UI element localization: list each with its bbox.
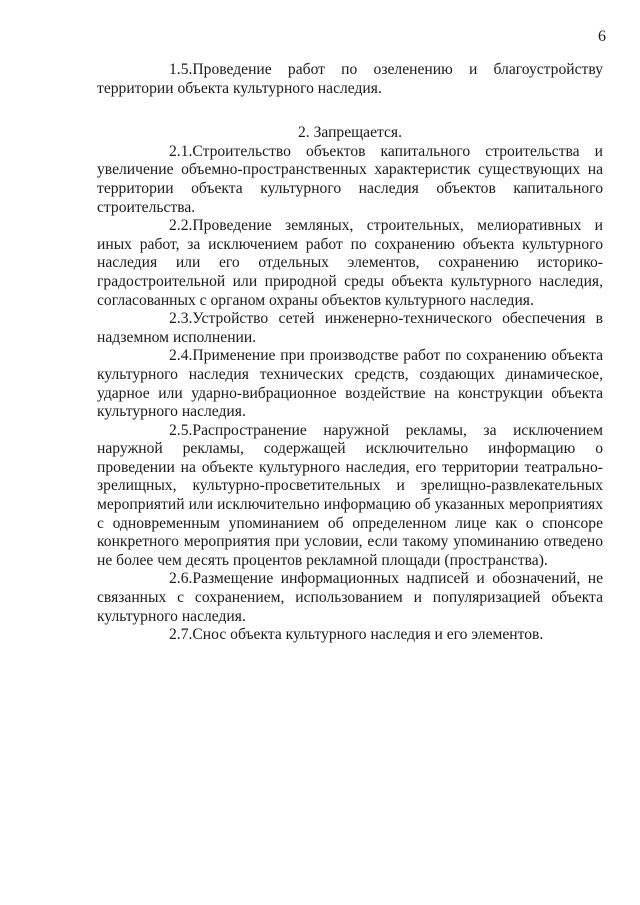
clause-number: 2.7.	[169, 626, 193, 644]
clause-number: 2.2.	[169, 217, 193, 235]
clause-2-7	[97, 626, 603, 645]
clause-2-1	[97, 143, 603, 217]
section-title: 2. Запрещается.	[297, 124, 403, 142]
clause-text: Проведение работ по озеленению и благоустройству территории объекта культурного наследия.	[97, 61, 603, 97]
clause-text: Проведение земляных, строительных, мелиоративных и иных работ, за исключением работ по сохранению объекта культурного наследия или его отдельных элементов, сохранению историко-градостроительной или природной среды объекта культурного наследия, согласованных с органом охраны объектов культурного наследия.	[97, 217, 603, 309]
clause-2-6	[97, 570, 603, 626]
clause-text: Строительство объектов капитального строительства и увеличение объемно-пространственных характеристик существующих на территории объекта культурного наследия объектов капитального строительства.	[97, 142, 603, 216]
clause-text: Снос объекта культурного наследия и его элементов.	[192, 626, 544, 644]
clause-text: Распространение наружной рекламы, за исключением наружной рекламы, содержащей исключительно информацию о проведении на объекте культурного наследия, его территории театрально-зрелищных, культурно-просветительных и зрелищно-развлекательных мероприятий или исключительно информацию об указанных мероприятиях с одновременным упоминанием об определенном лице как о спонсоре конкретного мероприятия при условии, если такому упоминанию отведено не более чем десять процентов рекламной площади (пространства).	[97, 421, 603, 569]
clause-2-4	[97, 347, 603, 421]
page-number: 6	[598, 28, 606, 45]
clause-text: Размещение информационных надписей и обозначений, не связанных с сохранением, использованием и популяризацией объекта культурного наследия.	[97, 570, 603, 625]
clause-number: 2.1.	[169, 142, 193, 160]
clause-2-3	[97, 310, 603, 347]
clause-number: 1.5.	[169, 61, 193, 78]
clause-text: Устройство сетей инженерно-технического обеспечения в надземном исполнении.	[97, 310, 603, 346]
clause-2-2	[97, 217, 603, 310]
clause-number: 2.4.	[169, 347, 193, 365]
document-body	[97, 61, 603, 645]
clause-number: 2.6.	[169, 570, 193, 588]
clause-1-5	[97, 61, 603, 98]
clause-number: 2.5.	[169, 421, 193, 439]
clause-number: 2.3.	[169, 310, 193, 328]
clause-2-5	[97, 422, 603, 571]
clause-text: Применение при производстве работ по сохранению объекта культурного наследия технических средств, создающих динамическое, ударное или ударно-вибрационное воздействие на конструкции объекта культурного наследия.	[97, 347, 603, 421]
